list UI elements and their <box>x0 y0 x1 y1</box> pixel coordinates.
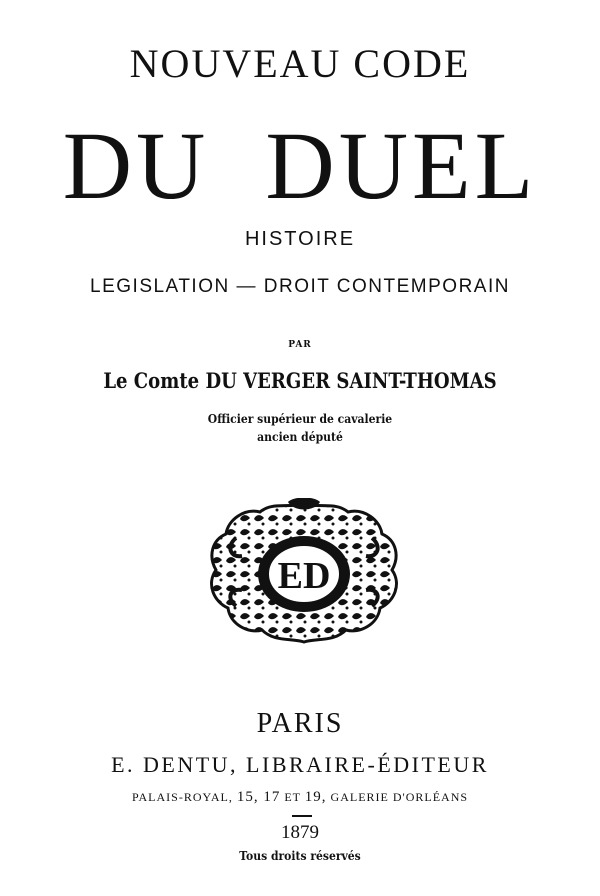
title-line-1: NOUVEAU CODE <box>129 41 471 86</box>
address-part-a: PALAIS-ROYAL, <box>131 790 233 804</box>
imprint-city: PARIS <box>256 708 344 739</box>
address-numbers: 15, 17 <box>236 789 281 805</box>
subtitle-histoire: HISTOIRE <box>244 228 356 250</box>
emblem-monogram: ED <box>277 555 331 597</box>
main-title-duel: DUEL <box>265 112 538 219</box>
par-label: PAR <box>288 340 312 350</box>
main-title-du: DU <box>62 112 210 219</box>
imprint-year: 1879 <box>281 822 319 843</box>
subtitle-legislation: LEGISLATION — DROIT CONTEMPORAIN <box>90 276 510 297</box>
address-part-c: 19, <box>304 789 327 805</box>
address-part-b: ET <box>284 790 301 804</box>
divider-rule <box>292 815 312 817</box>
rights-notice: Tous droits réservés <box>239 849 361 863</box>
imprint-address <box>0 789 600 806</box>
main-title <box>0 112 600 219</box>
ornamental-monogram-icon <box>196 498 412 646</box>
author-role-2: ancien député <box>257 430 343 444</box>
address-part-d: GALERIE D'ORLÉANS <box>330 790 469 804</box>
author-role-1: Officier supérieur de cavalerie <box>207 412 393 426</box>
author-name: Le Comte DU VERGER SAINT-THOMAS <box>103 368 497 393</box>
imprint-publisher: E. DENTU, LIBRAIRE-ÉDITEUR <box>111 752 489 777</box>
